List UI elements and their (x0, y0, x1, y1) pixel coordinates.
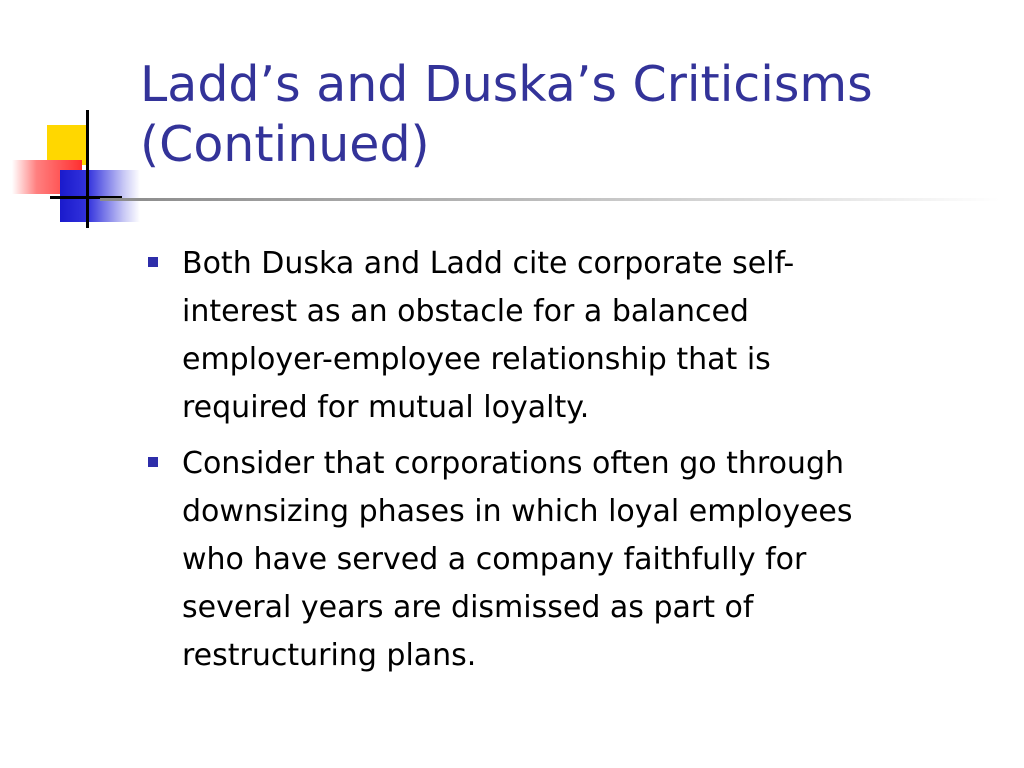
bullet-line: downsizing phases in which loyal employees (182, 494, 853, 529)
bullet-line: Consider that corporations often go through (182, 446, 845, 481)
bullet-text (182, 440, 978, 680)
bullet-line: several years are dismissed as part of (182, 590, 754, 625)
square-bullet-icon (148, 457, 158, 467)
slide-title-line: Ladd’s and Duska’s Criticisms (140, 56, 873, 113)
bullet-line: interest as an obstacle for a balanced (182, 294, 749, 329)
title-divider (100, 198, 1000, 201)
bullet-text (182, 240, 978, 432)
bullet-line: restructuring plans. (182, 638, 477, 673)
bullet-item (148, 440, 978, 680)
bullet-line: Both Duska and Ladd cite corporate self- (182, 246, 795, 281)
bullet-line: employer-employee relationship that is (182, 342, 771, 377)
slide-title-line: (Continued) (140, 116, 430, 173)
bullet-item (148, 240, 978, 432)
square-bullet-icon (148, 257, 158, 267)
slide-title (140, 55, 1000, 175)
corner-vertical-line (86, 110, 89, 228)
corner-yellow-square (47, 125, 87, 165)
bullet-line: who have served a company faithfully for (182, 542, 807, 577)
bullet-list (148, 240, 978, 688)
bullet-line: required for mutual loyalty. (182, 390, 590, 425)
